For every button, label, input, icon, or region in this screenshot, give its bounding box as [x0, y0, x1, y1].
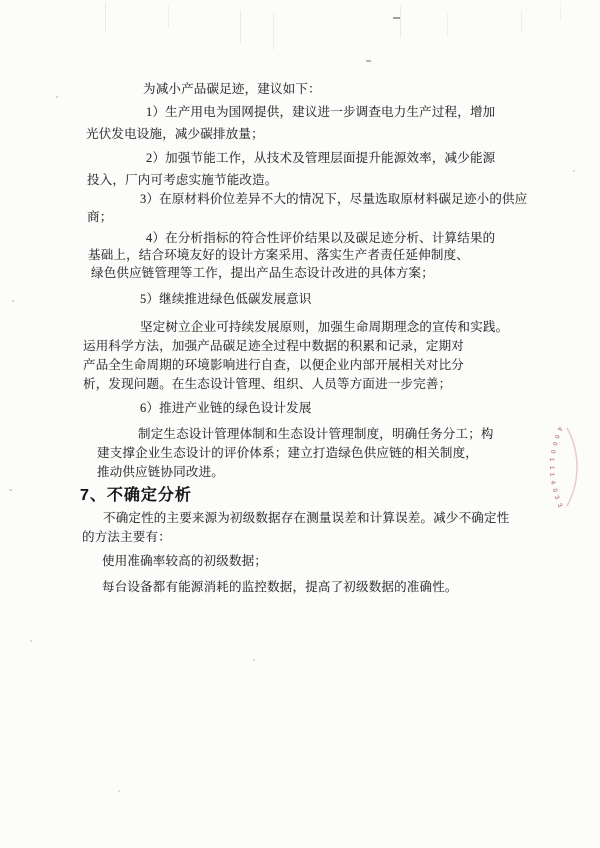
scan-artifact — [56, 96, 58, 98]
text-line: 商； — [87, 210, 113, 224]
scan-artifact — [521, 10, 522, 32]
scan-artifact — [573, 170, 575, 172]
text-line: 绿色供应链管理等工作，提出产品生态设计改进的具体方案； — [91, 266, 434, 280]
text-line: 产品全生命周期的环境影响进行自查，以便企业内部开展相关对比分 — [83, 358, 465, 372]
stamp-digit: 3 — [552, 494, 561, 501]
text-line: 基础上，结合环境友好的设计方案采用、落实生产者责任延伸制度、 — [88, 248, 470, 262]
section-heading: 7、不确定分析 — [80, 487, 192, 504]
text-line: 析，发现问题。在生态设计管理、组织、人员等方面进一步完善； — [83, 377, 452, 391]
text-line: 使用准确率较高的初级数据； — [102, 554, 268, 568]
text-line: 6）推进产业链的绿色设计发展 — [140, 401, 312, 415]
stamp-digit: 3 — [555, 501, 564, 509]
scan-artifact — [273, 12, 274, 50]
stamp-digit: 1 — [547, 465, 555, 469]
text-line: 5）继续推进绿色低碳发展意识 — [140, 292, 312, 306]
text-line: 为减小产品碳足迹，建议如下： — [143, 82, 321, 96]
scan-artifact — [560, 2, 561, 20]
scan-artifact — [253, 659, 255, 661]
text-line: 投入，厂内可考虑实施节能改造。 — [87, 173, 278, 187]
stamp-digit: 0 — [550, 487, 559, 494]
scan-artifact — [12, 300, 14, 302]
stamp-digit: 0 — [550, 440, 559, 447]
text-line: 的方法主要有： — [82, 530, 171, 544]
scan-artifact — [168, 6, 169, 28]
text-line: 每台设备都有能源消耗的监控数据，提高了初级数据的准确性。 — [102, 580, 458, 594]
text-line: 1）生产用电为国网提供，建议进一步调查电力生产过程，增加 — [146, 105, 496, 119]
scan-artifact — [118, 790, 120, 792]
scan-artifact — [400, 6, 401, 38]
text-line: 建支撑企业生态设计的评价体系；建立打造绿色供应链的相关制度， — [97, 446, 479, 460]
stamp-digit: 4 — [555, 425, 564, 433]
scan-artifact — [240, 10, 241, 44]
scan-artifact — [105, 2, 106, 32]
text-line: 运用科学方法，加强产品碳足迹全过程中数据的积累和记录，定期对 — [83, 339, 465, 353]
scan-artifact — [447, 14, 448, 36]
text-line: 光伏发电设施，减少碳排放量； — [86, 127, 264, 141]
text-line: 3）在原材料价位差异不大的情况下，尽量选取原材料碳足迹小的供应 — [140, 192, 528, 206]
scan-artifact — [30, 640, 32, 642]
scan-artifact — [393, 17, 400, 19]
scan-artifact — [9, 489, 12, 491]
text-line: 坚定树立企业可持续发展原则，加强生命周期理念的宣传和实践。 — [140, 320, 509, 334]
stamp-digit: 0 — [552, 433, 561, 440]
text-line: 4）在分析指标的符合性评价结果以及碳足迹分析、计算结果的 — [146, 231, 496, 245]
stamp-digit: 1 — [547, 472, 555, 477]
stamp-digit: 1 — [547, 456, 555, 462]
scan-artifact — [366, 60, 371, 62]
text-line: 推动供应链协同改进。 — [97, 465, 225, 479]
text-line: 2）加强节能工作，从技术及管理层面提升能源效率，减少能源 — [146, 151, 496, 165]
text-line: 制定生态设计管理体制和生态设计管理制度，明确任务分工；构 — [138, 427, 494, 441]
stamp-digit: 0 — [548, 448, 557, 454]
stamp-digit: 4 — [548, 480, 557, 486]
text-line: 不确定性的主要来源为初级数据存在测量误差和计算误差。减少不确定性 — [103, 511, 510, 525]
